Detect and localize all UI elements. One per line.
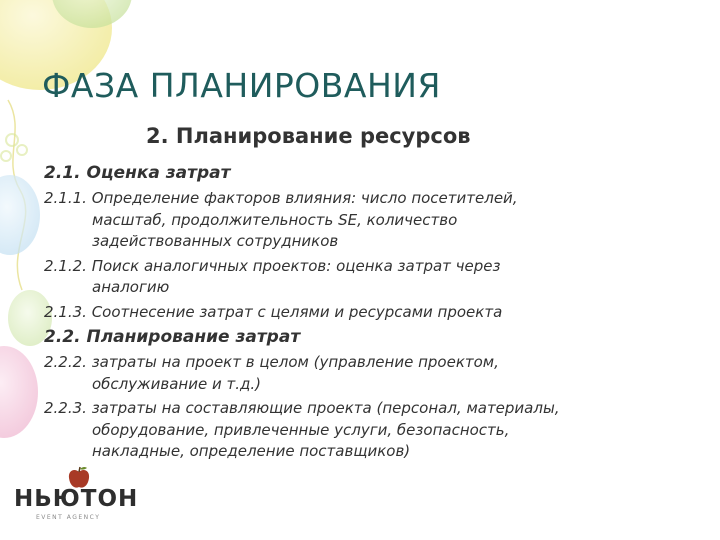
- logo-tagline: EVENT AGENCY: [36, 514, 101, 521]
- item-line: 2.2.2. затраты на проект в целом (управление проектом,: [44, 353, 499, 371]
- item-line: 2.1.1. Определение факторов влияния: число посетителей,: [44, 189, 518, 207]
- item-line: обслуживание и т.д.): [92, 374, 261, 393]
- newton-logo: [10, 462, 140, 528]
- balloon-blue-left: [0, 175, 40, 255]
- logo-wordmark: НЬЮТОН: [14, 486, 139, 512]
- item-line: 2.1.2. Поиск аналогичных проектов: оценка затрат через: [44, 256, 501, 275]
- list-item: [44, 398, 684, 463]
- item-line: 2.1.3. Соотнесение затрат с целями и ресурсами проекта: [44, 302, 503, 321]
- balloon-pink-left: [0, 346, 38, 438]
- section-heading: 2.2. Планирование затрат: [44, 327, 301, 347]
- item-line: аналогию: [92, 278, 170, 296]
- item-line: 2.2.3. затраты на составляющие проекта (персонал, материалы,: [44, 399, 560, 417]
- slide-title: ФАЗА ПЛАНИРОВАНИЯ: [42, 66, 441, 105]
- list-item: [44, 256, 684, 299]
- content-body: [44, 162, 684, 466]
- item-line: масштаб, продолжительность SE, количество: [92, 210, 458, 229]
- slide-subtitle: 2. Планирование ресурсов: [146, 124, 471, 148]
- item-line: оборудование, привлеченные услуги, безопасность,: [92, 420, 510, 439]
- list-item: [44, 302, 684, 324]
- item-line: задействованных сотрудников: [92, 232, 339, 250]
- section-heading: 2.1. Оценка затрат: [44, 163, 231, 183]
- list-item: [44, 188, 684, 253]
- list-item: [44, 352, 684, 395]
- item-line: накладные, определение поставщиков): [92, 442, 411, 460]
